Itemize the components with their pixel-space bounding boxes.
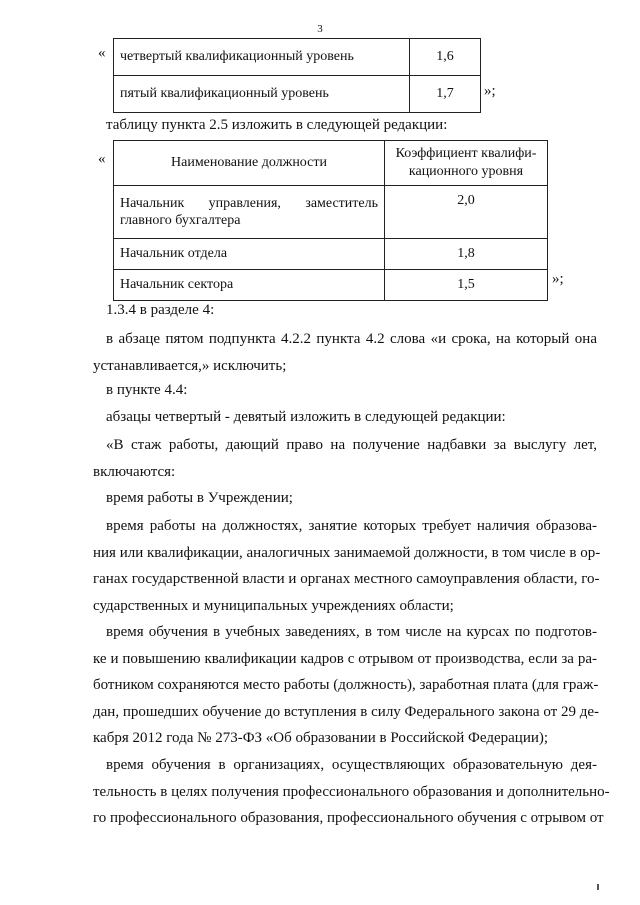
text-line: го профессионального образования, профессионального обучения с отрывом от xyxy=(93,810,604,826)
text-line: кабря 2012 года № 273-ФЗ «Об образовании в Российской Федерации); xyxy=(93,730,549,746)
position-value: 1,5 xyxy=(385,270,548,301)
level-value: 1,7 xyxy=(410,76,481,113)
text-line: ганах государственной власти и органах местного самоуправления области, го- xyxy=(93,571,600,587)
text-line: ке и повышению квалификации кадров с отрывом от производства, если за ра- xyxy=(93,650,597,667)
stazh-paragraph xyxy=(93,432,597,485)
work-positions-paragraph xyxy=(93,513,601,619)
header-coefficient-line: кационного уровня xyxy=(408,164,524,179)
text-line: тельность в целях получения профессионального образования и дополнительно- xyxy=(93,783,610,800)
table-row xyxy=(114,39,481,76)
position-name-line: главного бухгалтера xyxy=(120,213,241,228)
page-number: 3 xyxy=(317,23,323,35)
position-name-line: Начальник управления, заместитель xyxy=(120,196,378,211)
level-name: пятый квалификационный уровень xyxy=(114,76,410,113)
section-1-3-4: 1.3.4 в разделе 4: xyxy=(106,302,215,318)
header-coefficient-line: Коэффициент квалифи- xyxy=(395,146,537,161)
position-value: 2,0 xyxy=(385,186,548,239)
text-line: ния или квалификации, аналогичных занимаемой должности, в том числе в ор- xyxy=(93,544,601,561)
open-quote-2: « xyxy=(98,151,106,167)
study-orgs-paragraph xyxy=(93,752,610,832)
text-line: время обучения в организациях, осуществляющих образовательную дея- xyxy=(106,757,597,773)
header-position: Наименование должности xyxy=(114,141,385,186)
text-line: время обучения в учебных заведениях, в том числе на курсах по подготов- xyxy=(106,624,597,640)
text-line: в абзаце пятом подпункта 4.2.2 пункта 4.2 слова «и срока, на который она xyxy=(106,331,597,347)
text-line: дан, прошедших обучение до вступления в силу Федерального закона от 29 де- xyxy=(93,703,600,720)
table-row xyxy=(114,76,481,113)
table-row xyxy=(114,270,548,301)
text-line: сударственных и муниципальных учреждениях области; xyxy=(93,597,454,614)
text-line: включаются: xyxy=(93,463,176,480)
close-quote-2: »; xyxy=(552,271,564,287)
open-quote-1: « xyxy=(98,45,106,61)
position-name xyxy=(114,186,385,239)
position-name: Начальник сектора xyxy=(114,270,385,301)
position-name: Начальник отдела xyxy=(114,239,385,270)
work-in-institution: время работы в Учреждении; xyxy=(106,490,293,506)
intro-2-5: таблицу пункта 2.5 изложить в следующей редакции: xyxy=(106,117,448,133)
close-quote-1: »; xyxy=(484,83,496,99)
text-line: устанавливается,» исключить; xyxy=(93,357,287,374)
level-name: четвертый квалификационный уровень xyxy=(114,39,410,76)
paragraph-4-2-2 xyxy=(93,326,597,379)
table-row xyxy=(114,239,548,270)
text-line: ботником сохраняются место работы (должность), заработная плата (для граж- xyxy=(93,677,599,693)
position-coefficient-table xyxy=(113,140,548,301)
scan-mark xyxy=(597,884,599,890)
header-coefficient xyxy=(385,141,548,186)
level-value: 1,6 xyxy=(410,39,481,76)
qualification-table-1 xyxy=(113,38,481,113)
point-4-4: в пункте 4.4: xyxy=(106,382,188,398)
text-line: «В стаж работы, дающий право на получение надбавки за выслугу лет, xyxy=(106,437,597,453)
position-value: 1,8 xyxy=(385,239,548,270)
table-row xyxy=(114,186,548,239)
paragraphs-intro: абзацы четвертый - девятый изложить в следующей редакции: xyxy=(106,409,506,425)
text-line: время работы на должностях, занятие которых требует наличия образова- xyxy=(106,518,597,534)
study-time-paragraph xyxy=(93,619,600,752)
table-header-row xyxy=(114,141,548,186)
